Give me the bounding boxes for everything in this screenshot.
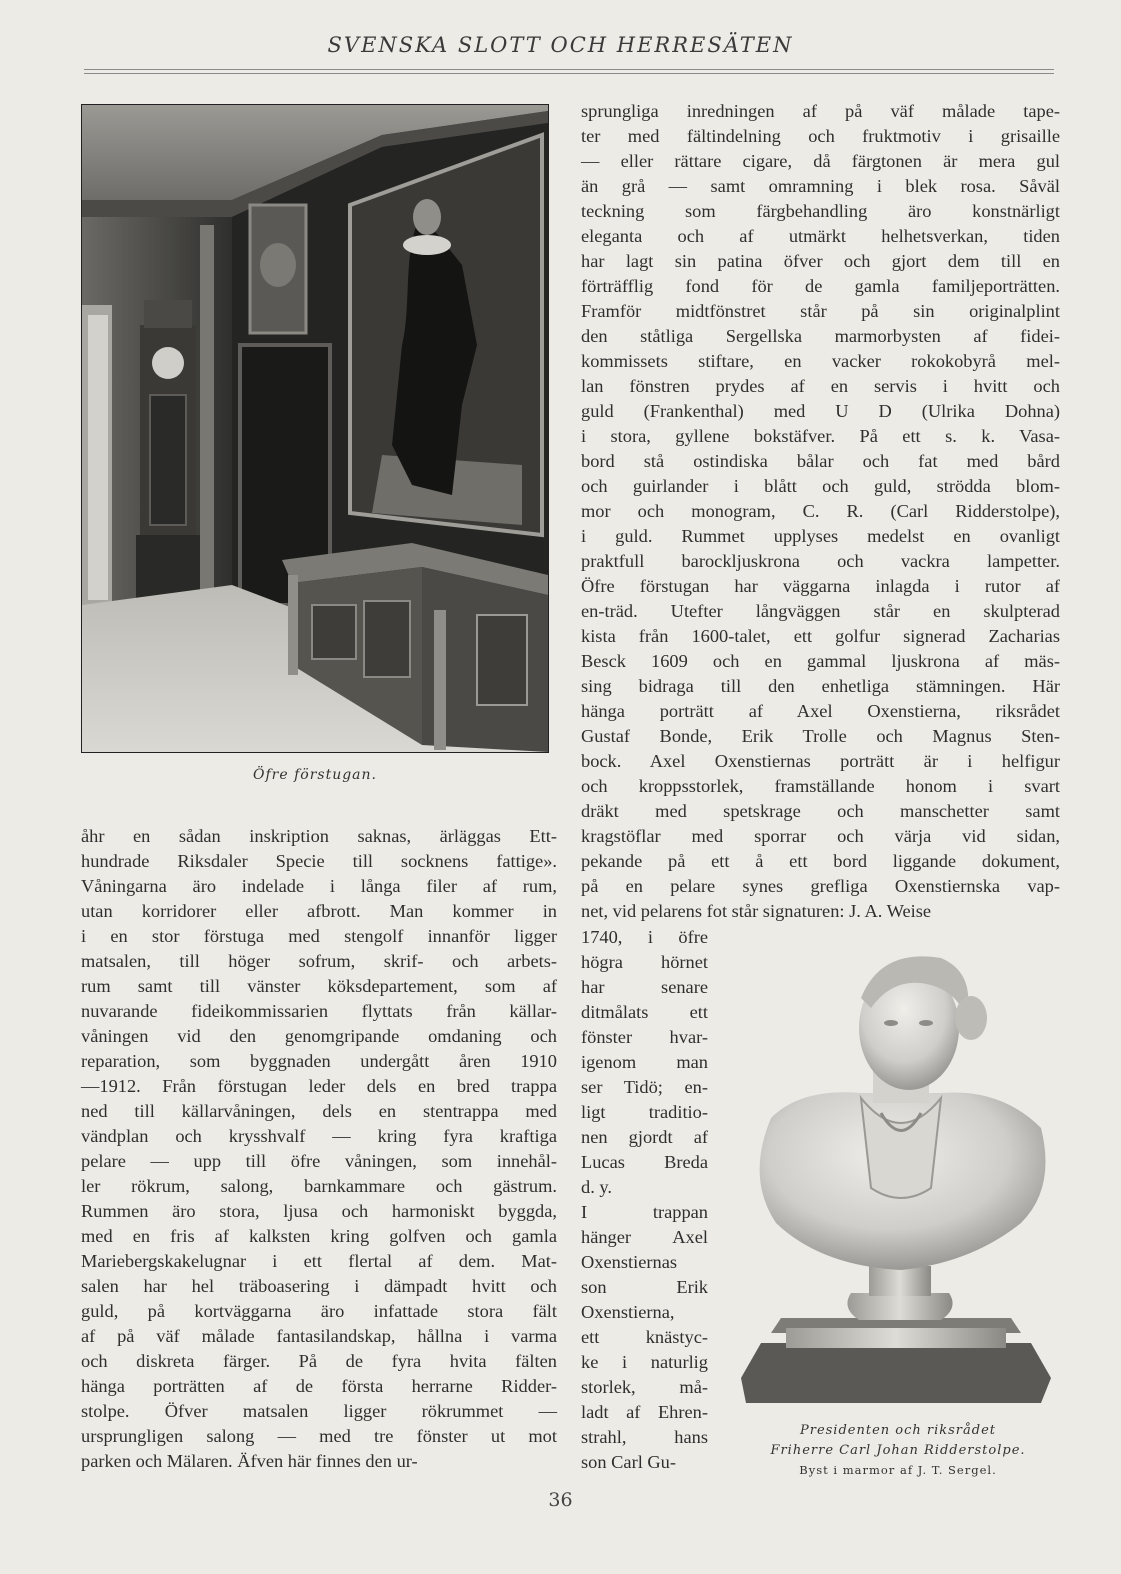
text-line: utan korridorer eller afbrott. Man kommer in [81,901,557,921]
text-line: sing bidraga till den enhetliga stämningen. Här [581,676,1060,696]
text-line: ursprungligen salong — med tre fönster ut mot [81,1426,557,1446]
text-line: salen har hel träboasering i dämpadt hvitt och [81,1276,557,1296]
right-text-column [581,99,1060,924]
text-line: mor och monogram, C. R. (Carl Ridderstolpe), [581,501,1060,521]
text-line: hänga porträtten af de första herrarne Ridder- [81,1376,557,1396]
text-line: parken och Mälaren. Äfven här finnes den ur- [81,1451,418,1471]
text-line: pekande på ett å ett bord liggande dokument, [581,851,1060,871]
text-line: igenom man [581,1052,708,1072]
text-line: bock. Axel Oxenstiernas porträtt är i helfigur [581,751,1060,771]
text-line: d. y. [581,1177,612,1197]
text-line: med en fris af kalksten kring golfven och gamla [81,1226,557,1246]
left-text-column [81,824,557,1474]
text-line: nen gjordt af [581,1127,708,1147]
text-line: och diskreta färger. På de fyra hvita fälten [81,1351,557,1371]
narrow-text-column [581,925,708,1475]
text-line: kista från 1600-talet, ett golfur signerad Zacharias [581,626,1060,646]
text-line: stolpe. Öfver matsalen ligger rökrummet — [81,1401,557,1421]
text-line: ligt traditio- [581,1102,708,1122]
text-line: strahl, hans [581,1427,708,1447]
text-line: praktfull barockljuskrona och vackra lampetter. [581,551,1060,571]
text-line: i guld. Rummet upplyses medelst en ovanligt [581,526,1060,546]
text-line: dräkt med spetskrage och manschetter samt [581,801,1060,821]
text-line: guld, på kortväggarna äro infattade stora fält [81,1301,557,1321]
text-line: våningen vid den genomgripande omdaning och [81,1026,557,1046]
text-line: ter med fältindelning och fruktmotiv i grisaille [581,126,1060,146]
text-line: sprungliga inredningen af på väf målade tape- [581,101,1060,121]
text-line: kragstöflar med sporrar och värja vid sidan, [581,826,1060,846]
text-line: har senare [581,977,708,997]
text-line: ladt af Ehren- [581,1402,708,1422]
text-line: Oxenstierna, [581,1302,675,1322]
text-line: reparation, som byggnaden undergått åren 1910 [81,1051,557,1071]
page-number: 36 [548,1489,573,1511]
text-line: på en pelare synes grefliga Oxenstiernska vap- [581,876,1060,896]
text-line: son Erik [581,1277,708,1297]
interior-photograph [81,104,549,753]
text-line: af på väf målade fantasilandskap, hållna i varma [81,1326,557,1346]
caption-line: Friherre Carl Johan Ridderstolpe. [770,1443,1026,1458]
text-line: har lagt sin patina öfver och gjort dem till en [581,251,1060,271]
text-line: eleganta och af utmärkt helhetsverkan, tiden [581,226,1060,246]
text-line: förträfflig fond för de gamla familjeporträtten. [581,276,1060,296]
text-line: net, vid pelarens fot står signaturen: J. A. Weise [581,901,932,921]
bust-photograph [741,948,1055,1408]
text-line: Rummen äro stora, ljusa och harmoniskt byggda, [81,1201,557,1221]
text-line: teckning som färgbehandling äro konstnärligt [581,201,1060,221]
text-line: ned till källarvåningen, dels en stentrappa med [81,1101,557,1121]
text-line: åhr en sådan inskription saknas, ärläggas Ett- [81,826,557,846]
text-line: ser Tidö; en- [581,1077,708,1097]
text-line: fönster hvar- [581,1027,708,1047]
text-line: den ståtliga Sergellska marmorbysten af fidei- [581,326,1060,346]
text-line: ett knästyc- [581,1327,708,1347]
text-line: ke i naturlig [581,1352,708,1372]
text-line: Mariebergskakelugnar i ett flertal af dem. Mat- [81,1251,557,1271]
text-line: Framför midtfönstret står på sin originalplint [581,301,1060,321]
text-line: bord stå ostindiska bålar och fat med bård [581,451,1060,471]
text-line: rum samt till vänster köksdepartement, som af [81,976,557,996]
text-line: — eller rättare cigare, då färgtonen är mera gul [581,151,1060,171]
text-line: nuvarande fideikommissarien flyttats från källar- [81,1001,557,1021]
text-line: och guirlander i blått och guld, strödda blom- [581,476,1060,496]
text-line: en-träd. Utefter långväggen står en skulpterad [581,601,1060,621]
text-line: I trappan [581,1202,708,1222]
text-line: pelare — upp till öfre våningen, som innehål- [81,1151,557,1171]
text-line: matsalen, till höger sofrum, skrif- och arbets- [81,951,557,971]
text-line: hundrade Riksdaler Specie till socknens fattige». [81,851,557,871]
text-line: ler rökrum, salong, barnkammare och gästrum. [81,1176,557,1196]
text-line: Gustaf Bonde, Erik Trolle och Magnus Sten- [581,726,1060,746]
text-line: —1912. Från förstugan leder dels en bred trappa [81,1076,557,1096]
text-line: Besck 1609 och en gammal ljuskrona af mäs- [581,651,1060,671]
running-header: SVENSKA SLOTT OCH HERRESÄTEN [327,33,794,57]
text-line: hänga porträtt af Axel Oxenstierna, riksrådet [581,701,1060,721]
text-line: i stora, gyllene bokstäfver. På ett s. k. Vasa- [581,426,1060,446]
text-line: Öfre förstugan har väggarna inlagda i rutor af [581,576,1060,596]
text-line: högra hörnet [581,952,708,972]
text-line: Lucas Breda [581,1152,708,1172]
text-line: i en stor förstuga med stengolf innanför ligger [81,926,557,946]
figure-caption-bust [741,1421,1055,1479]
header-rule-top [84,69,1054,70]
figure-caption-hall: Öfre förstugan. [253,767,377,783]
text-line: guld (Frankenthal) med U D (Ulrika Dohna) [581,401,1060,421]
text-line: kommissets stiftare, en vacker rokokobyrå mel- [581,351,1060,371]
text-line: son Carl Gu- [581,1452,677,1472]
text-line: och kroppsstorlek, framställande honom i svart [581,776,1060,796]
text-line: hänger Axel [581,1227,708,1247]
text-line: storlek, må- [581,1377,708,1397]
caption-line: Presidenten och riksrådet [799,1423,997,1438]
text-line: lan fönstren prydes af en servis i hvitt och [581,376,1060,396]
text-line: än grå — samt omramning i blek rosa. Såväl [581,176,1060,196]
text-line: 1740, i öfre [581,927,708,947]
text-line: Våningarna äro indelade i långa filer af rum, [81,876,557,896]
text-line: Oxenstiernas [581,1252,678,1272]
text-line: ditmålats ett [581,1002,708,1022]
text-line: vändplan och krysshvalf — kring fyra kraftiga [81,1126,557,1146]
header-rule-bottom [84,73,1054,74]
caption-line: Byst i marmor af J. T. Sergel. [799,1463,997,1477]
